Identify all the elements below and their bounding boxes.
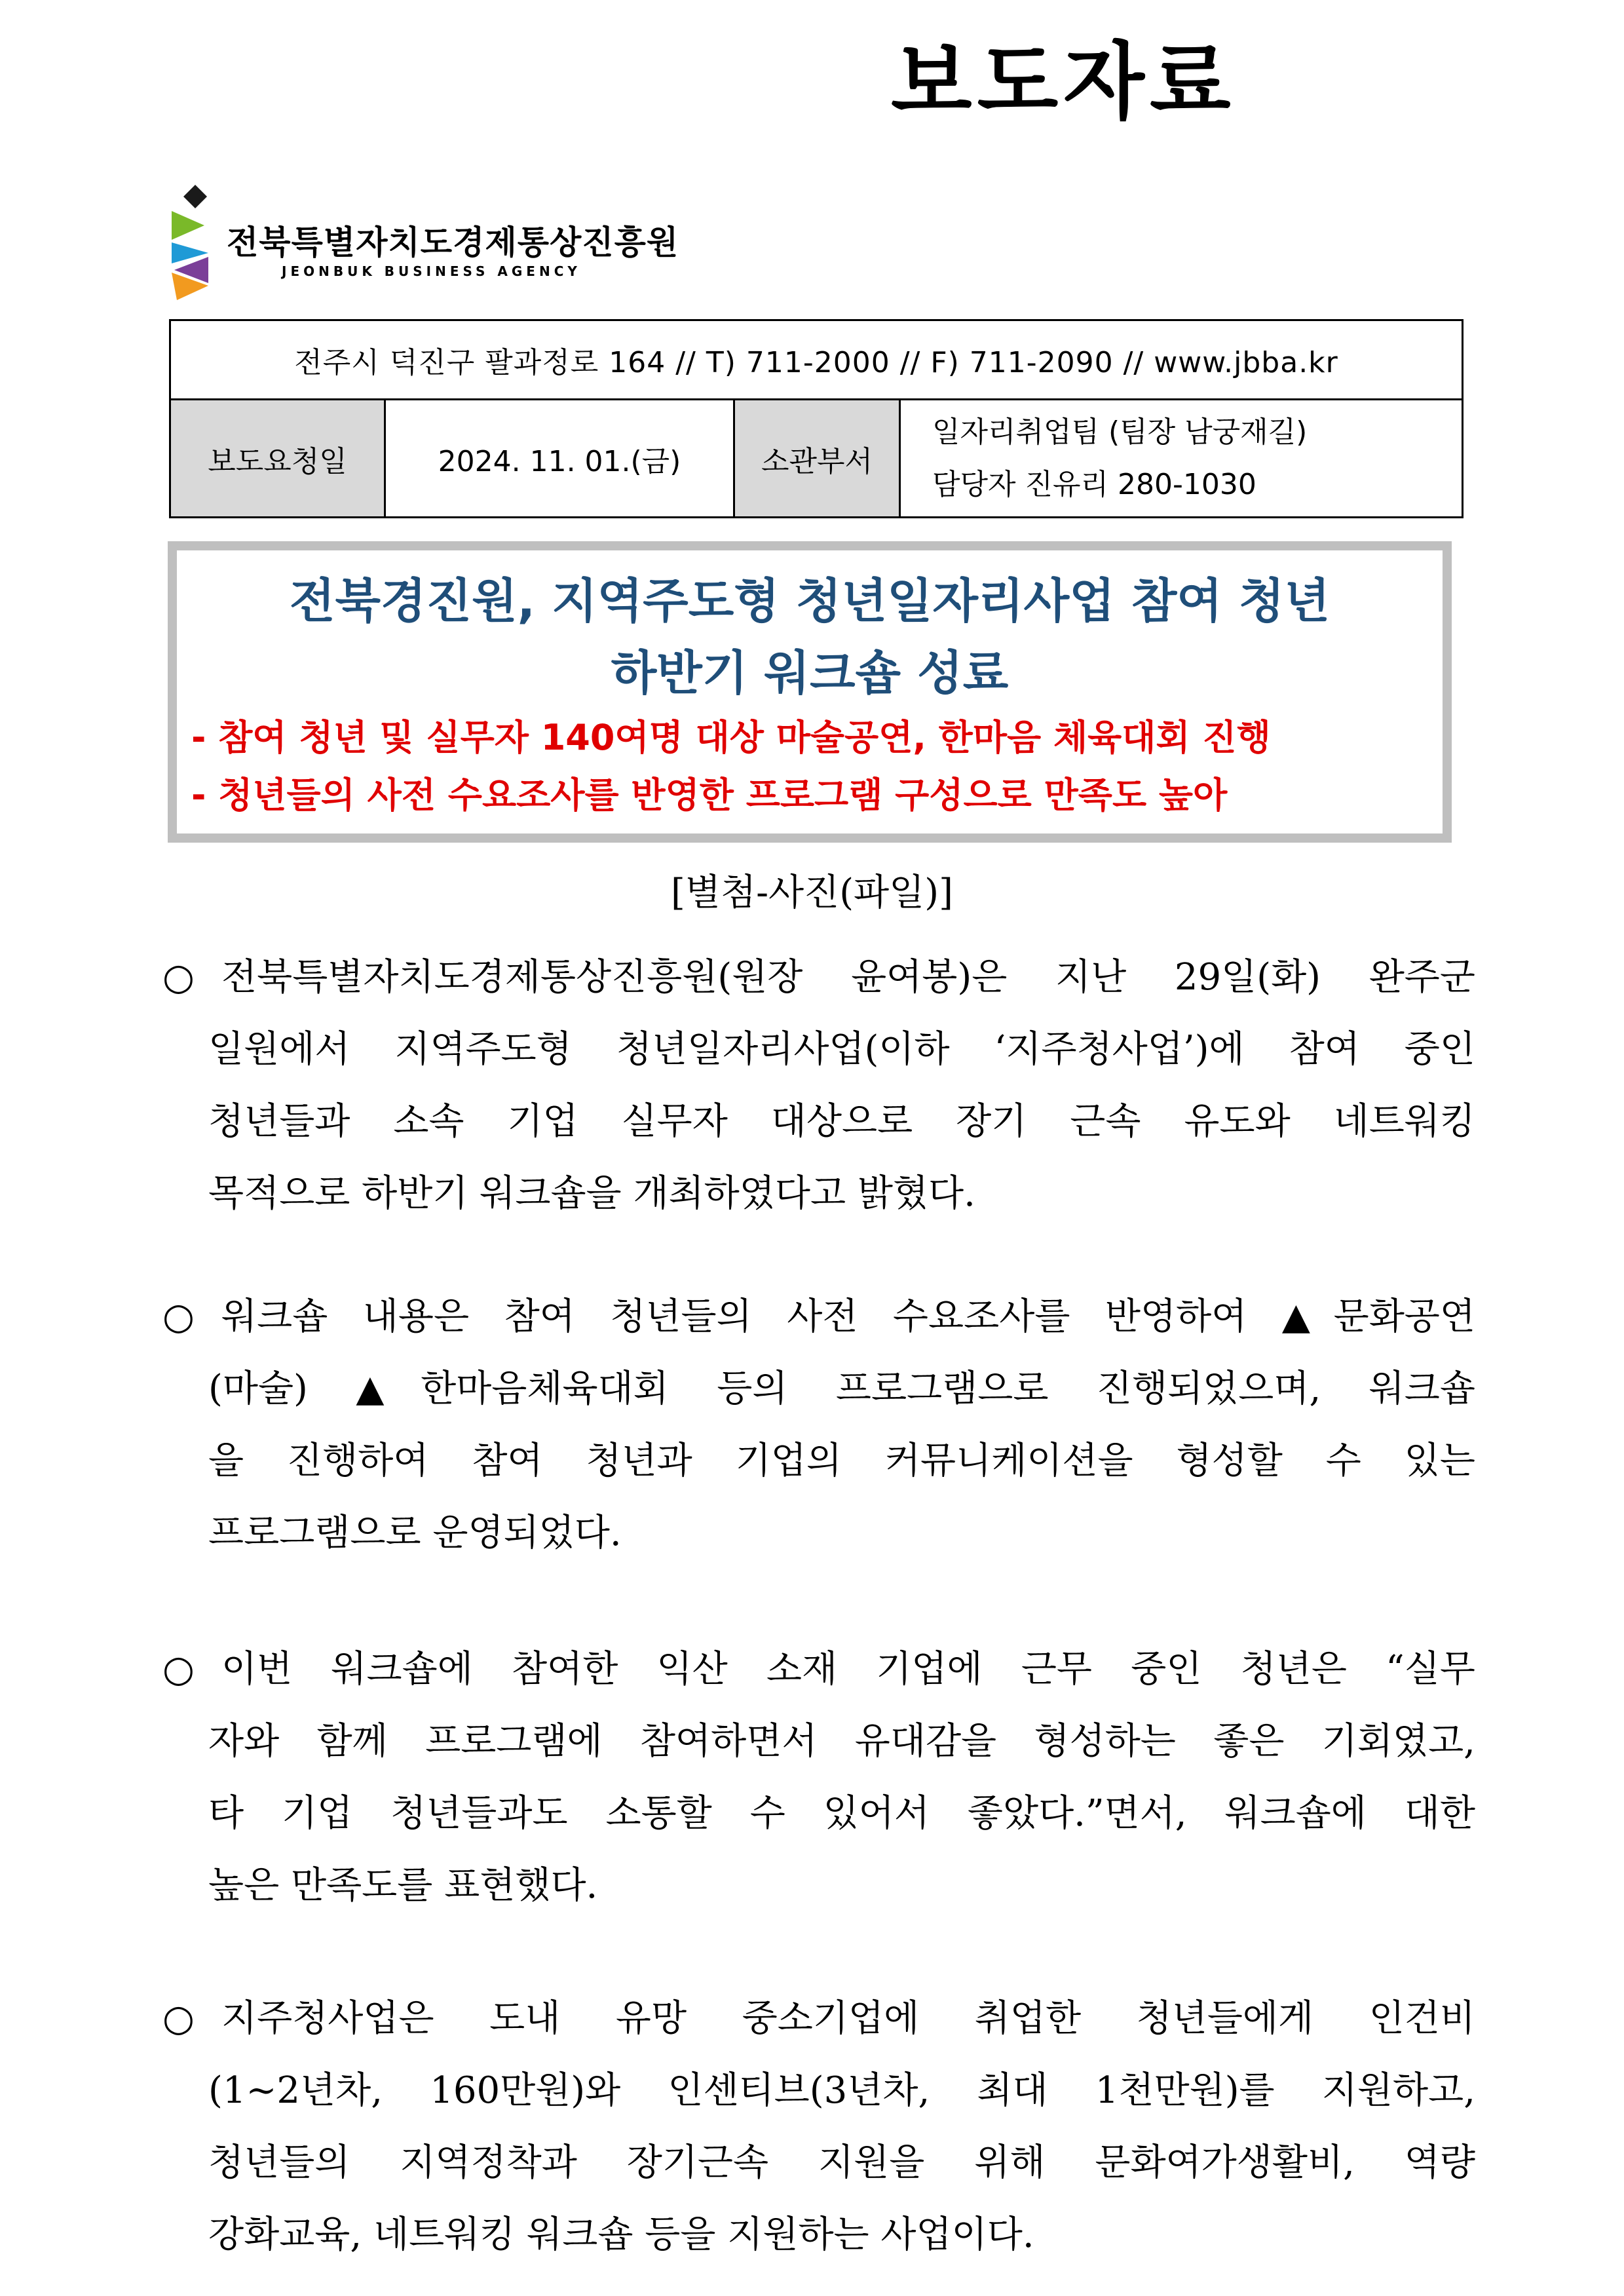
body-paragraph-2 xyxy=(162,1281,1475,1569)
department-contact xyxy=(900,400,1463,518)
headline-box xyxy=(168,541,1452,843)
paragraph-line: 청년들의 지역정착과 장기근속 지원을 위해 문화여가생활비, 역량 xyxy=(208,2141,1475,2184)
paragraph-line: 목적으로 하반기 워크숍을 개최하였다고 밝혔다. xyxy=(208,1172,975,1215)
agency-logo xyxy=(169,185,679,309)
bullet-circle-icon: ○ xyxy=(162,1648,195,1691)
paragraph-line: 워크숍 내용은 참여 청년들의 사전 수요조사를 반영하여 ▲문화공연 xyxy=(221,1295,1475,1338)
headline-title xyxy=(177,565,1443,709)
request-date: 2024. 11. 01.(금) xyxy=(385,400,734,518)
press-info-table xyxy=(169,319,1463,518)
department-label: 소관부서 xyxy=(734,400,900,518)
paragraph-line: 강화교육, 네트워킹 워크숍 등을 지원하는 사업이다. xyxy=(208,2213,1034,2256)
paragraph-line: 지주청사업은 도내 유망 중소기업에 취업한 청년들에게 인건비 xyxy=(221,1997,1475,2040)
paragraph-line: 전북특별자치도경제통상진흥원(원장 윤여봉)은 지난 29일(화) 완주군 xyxy=(221,956,1475,999)
paragraph-line: 청년들과 소속 기업 실무자 대상으로 장기 근속 유도와 네트워킹 xyxy=(208,1100,1475,1143)
subheadline-2: - 청년들의 사전 수요조사를 반영한 프로그램 구성으로 만족도 높아 xyxy=(191,775,1228,816)
bullet-circle-icon: ○ xyxy=(162,1997,195,2040)
body-paragraph-1 xyxy=(162,942,1475,1230)
headline-line-2: 하반기 워크숍 성료 xyxy=(611,645,1009,700)
paragraph-line: 타 기업 청년들과도 소통할 수 있어서 좋았다.”면서, 워크숍에 대한 xyxy=(208,1792,1475,1835)
document-title: 보도자료 xyxy=(891,33,1236,131)
department-person: 담당자 진유리 280-1030 xyxy=(932,467,1256,501)
bullet-circle-icon: ○ xyxy=(162,1295,195,1338)
paragraph-line: 이번 워크숍에 참여한 익산 소재 기업에 근무 중인 청년은 “실무 xyxy=(221,1648,1475,1691)
request-date-label: 보도요청일 xyxy=(170,400,385,518)
paragraph-line: (1~2년차, 160만원)와 인센티브(3년차, 최대 1천만원)를 지원하고, xyxy=(208,2069,1475,2112)
paragraph-line: 일원에서 지역주도형 청년일자리사업(이하 ‘지주청사업’)에 참여 중인 xyxy=(208,1028,1475,1071)
paragraph-line: 높은 만족도를 표현했다. xyxy=(208,1864,598,1907)
body-paragraph-4 xyxy=(162,1983,1475,2271)
paragraph-line: 프로그램으로 운영되었다. xyxy=(208,1512,622,1554)
department-team: 일자리취업팀 (팀장 남궁재길) xyxy=(932,415,1308,449)
paragraph-line: (마술) ▲한마음체육대회 등의 프로그램으로 진행되었으며, 워크숍 xyxy=(208,1368,1475,1410)
subheadline-1: - 참여 청년 및 실무자 140여명 대상 마술공연, 한마음 체육대회 진행 xyxy=(191,717,1271,758)
contact-address: 전주시 덕진구 팔과정로 164 // T) 711-2000 // F) 711-2090 // www.jbba.kr xyxy=(170,320,1463,400)
body-paragraph-3 xyxy=(162,1634,1475,1922)
agency-emblem-icon xyxy=(169,185,221,303)
agency-name-english: JEONBUK BUSINESS AGENCY xyxy=(282,263,581,279)
attachment-note: [별첨-사진(파일)] xyxy=(671,871,953,914)
headline-line-1: 전북경진원, 지역주도형 청년일자리사업 참여 청년 xyxy=(289,573,1331,628)
bullet-circle-icon: ○ xyxy=(162,956,195,999)
agency-name: 전북특별자치도경제통상진흥원 xyxy=(227,223,679,261)
paragraph-line: 을 진행하여 참여 청년과 기업의 커뮤니케이션을 형성할 수 있는 xyxy=(208,1440,1475,1482)
paragraph-line: 자와 함께 프로그램에 참여하면서 유대감을 형성하는 좋은 기회였고, xyxy=(208,1720,1475,1763)
